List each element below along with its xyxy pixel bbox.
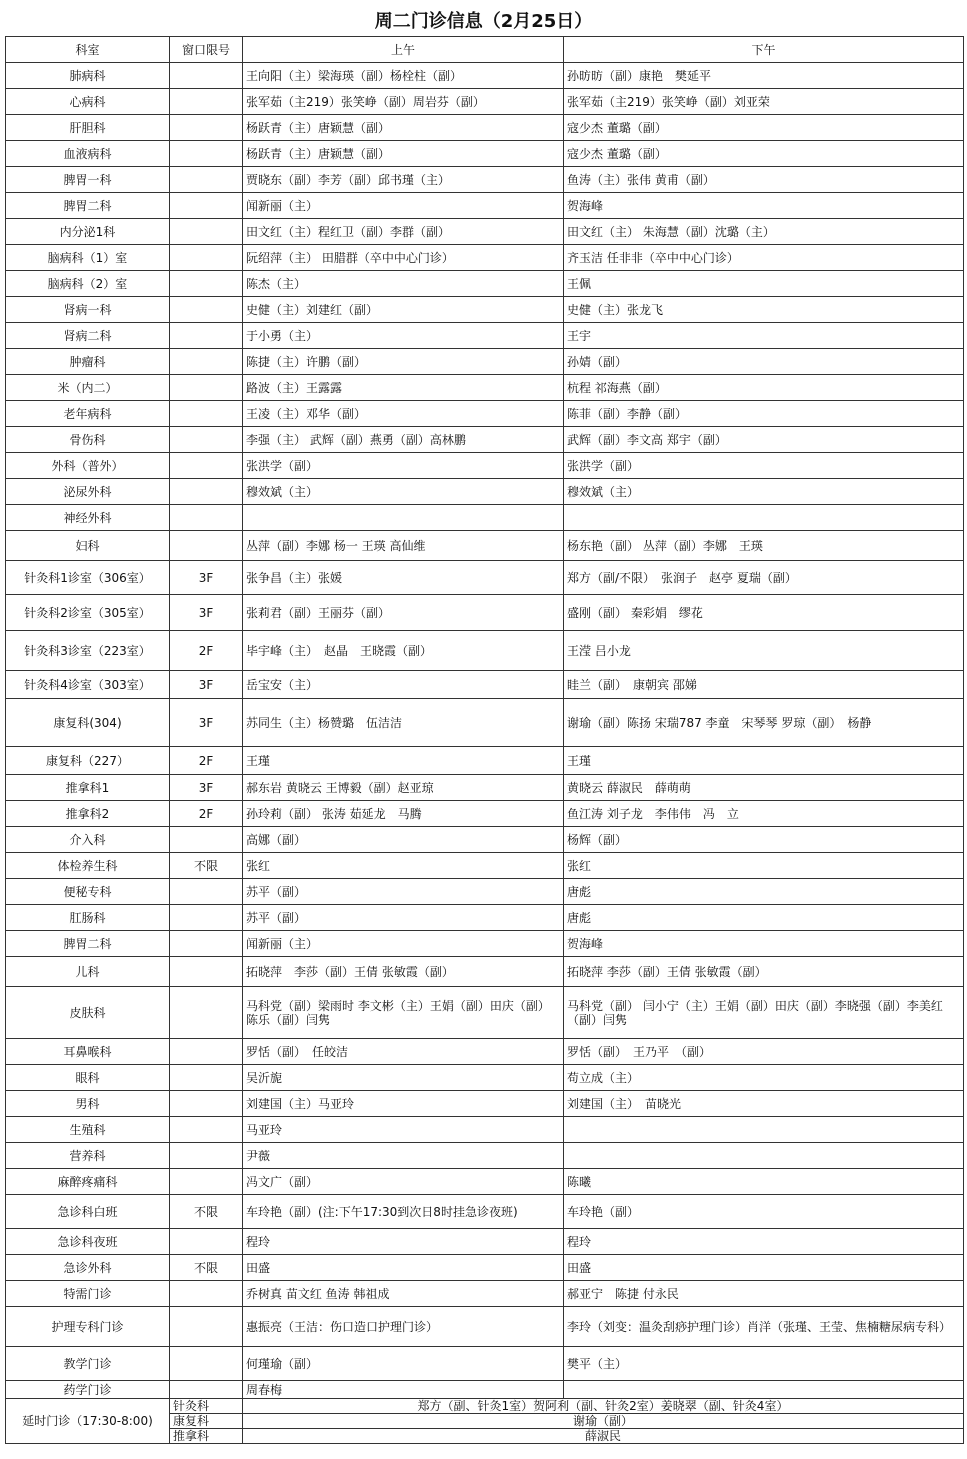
pm-cell: 程玲 [564, 1229, 964, 1255]
table-row [6, 1091, 964, 1117]
table-row [6, 219, 964, 245]
pm-cell: 苟立成（主） [564, 1065, 964, 1091]
pm-cell: 鱼江涛 刘子龙 李伟伟 冯 立 [564, 801, 964, 827]
dept-cell: 肾病一科 [6, 297, 170, 323]
pm-cell: 杭程 祁海燕（副） [564, 375, 964, 401]
pm-cell: 杨辉（副） [564, 827, 964, 853]
window-cell [170, 297, 243, 323]
window-cell [170, 531, 243, 561]
pm-cell: 陈菲（副）李静（副） [564, 401, 964, 427]
top-crop-strip [0, 0, 967, 6]
table-row [6, 1039, 964, 1065]
window-cell [170, 905, 243, 931]
am-cell: 周春梅 [243, 1381, 564, 1399]
window-cell [170, 505, 243, 531]
extended-sub-dept: 针灸科 [170, 1399, 243, 1414]
window-cell: 2F [170, 747, 243, 775]
am-cell: 闻新丽（主） [243, 193, 564, 219]
am-cell: 于小勇（主） [243, 323, 564, 349]
window-cell [170, 271, 243, 297]
am-cell: 陈杰（主） [243, 271, 564, 297]
window-cell [170, 453, 243, 479]
page-title: 周二门诊信息（2月25日） [374, 11, 593, 32]
table-row [6, 1169, 964, 1195]
dept-cell: 眼科 [6, 1065, 170, 1091]
window-cell [170, 63, 243, 89]
table-row [6, 1229, 964, 1255]
dept-cell: 急诊科夜班 [6, 1229, 170, 1255]
pm-cell: 鱼涛（主）张伟 黄甫（副） [564, 167, 964, 193]
am-cell: 李强（主） 武辉（副）燕勇（副）高林鹏 [243, 427, 564, 453]
dept-cell: 皮肤科 [6, 987, 170, 1039]
dept-cell: 脾胃二科 [6, 193, 170, 219]
dept-cell: 男科 [6, 1091, 170, 1117]
pm-cell: 田文红（主） 朱海慧（副）沈璐（主） [564, 219, 964, 245]
table-row [6, 349, 964, 375]
pm-cell: 王滢 吕小龙 [564, 631, 964, 671]
window-cell [170, 879, 243, 905]
pm-cell: 马科党（副） 闫小宁（主）王娟（副）田庆（副）李晓强（副）李美红（副）闫隽 [564, 987, 964, 1039]
pm-cell: 郑方（副/不限） 张润子 赵亭 夏瑞（副） [564, 561, 964, 595]
window-cell [170, 1281, 243, 1307]
window-cell [170, 219, 243, 245]
dept-cell: 肿瘤科 [6, 349, 170, 375]
pm-cell: 樊平（主） [564, 1347, 964, 1381]
table-row [6, 193, 964, 219]
dept-cell: 康复科（227） [6, 747, 170, 775]
pm-cell: 穆效斌（主） [564, 479, 964, 505]
table-row [6, 1065, 964, 1091]
window-cell [170, 1065, 243, 1091]
dept-cell: 康复科(304) [6, 699, 170, 747]
am-cell: 刘建国（主）马亚玲 [243, 1091, 564, 1117]
pm-cell: 寇少杰 董璐（副） [564, 115, 964, 141]
table-row [6, 531, 964, 561]
window-cell: 3F [170, 671, 243, 699]
dept-cell: 推拿科2 [6, 801, 170, 827]
am-cell: 王瑾 [243, 747, 564, 775]
pm-cell: 罗恬（副） 王乃平 （副） [564, 1039, 964, 1065]
dept-cell: 教学门诊 [6, 1347, 170, 1381]
am-cell: 张军茹（主219）张笑峥（副）周岩芬（副） [243, 89, 564, 115]
am-cell: 王向阳（主）梁海瑛（副）杨栓柱（副） [243, 63, 564, 89]
pm-cell: 刘建国（主） 苗晓光 [564, 1091, 964, 1117]
am-cell: 张红 [243, 853, 564, 879]
am-cell: 阮绍萍（主） 田腊群（卒中中心门诊） [243, 245, 564, 271]
dept-cell: 介入科 [6, 827, 170, 853]
am-cell: 田文红（主）程红卫（副）李群（副） [243, 219, 564, 245]
am-cell: 闻新丽（主） [243, 931, 564, 957]
am-cell: 路波（主）王露露 [243, 375, 564, 401]
dept-cell: 肺病科 [6, 63, 170, 89]
window-cell: 不限 [170, 1195, 243, 1229]
pm-cell [564, 1117, 964, 1143]
dept-cell: 药学门诊 [6, 1381, 170, 1399]
table-row [6, 63, 964, 89]
window-cell [170, 167, 243, 193]
window-cell [170, 1229, 243, 1255]
table-row [6, 453, 964, 479]
window-cell [170, 89, 243, 115]
window-cell [170, 1307, 243, 1347]
extended-sub-dept: 康复科 [170, 1414, 243, 1429]
table-row [6, 905, 964, 931]
dept-cell: 麻醉疼痛科 [6, 1169, 170, 1195]
am-cell: 穆效斌（主） [243, 479, 564, 505]
am-cell: 史健（主）刘建红（副） [243, 297, 564, 323]
table-row [6, 297, 964, 323]
am-cell: 张莉君（副）王丽芬（副） [243, 595, 564, 631]
dept-cell: 针灸科3诊室（223室） [6, 631, 170, 671]
dept-cell: 肛肠科 [6, 905, 170, 931]
pm-cell: 寇少杰 董璐（副） [564, 141, 964, 167]
header-pm: 下午 [564, 37, 964, 63]
dept-cell: 体检养生科 [6, 853, 170, 879]
window-cell [170, 1091, 243, 1117]
dept-cell: 骨伤科 [6, 427, 170, 453]
window-cell [170, 1143, 243, 1169]
pm-cell: 盛刚（副） 秦彩娟 缪花 [564, 595, 964, 631]
window-cell [170, 1347, 243, 1381]
am-cell: 拓晓萍 李莎（副）王倩 张敏霞（副） [243, 957, 564, 987]
dept-cell: 泌尿外科 [6, 479, 170, 505]
pm-cell: 贺海峰 [564, 931, 964, 957]
pm-cell: 王佩 [564, 271, 964, 297]
pm-cell: 孙婧（副） [564, 349, 964, 375]
pm-cell: 黄晓云 薛淑民 薛萌萌 [564, 775, 964, 801]
dept-cell: 便秘专科 [6, 879, 170, 905]
am-cell: 程玲 [243, 1229, 564, 1255]
header-row [6, 37, 964, 63]
window-cell: 3F [170, 561, 243, 595]
table-row [6, 1381, 964, 1399]
am-cell: 杨跃青（主）唐颖慧（副） [243, 115, 564, 141]
table-row [6, 1143, 964, 1169]
dept-cell: 神经外科 [6, 505, 170, 531]
dept-cell: 妇科 [6, 531, 170, 561]
dept-cell: 儿科 [6, 957, 170, 987]
am-cell: 高娜（副） [243, 827, 564, 853]
pm-cell: 李玲（刘变：温灸刮痧护理门诊）肖洋（张瑾、王莹、焦楠糖尿病专科） [564, 1307, 964, 1347]
table-row [6, 987, 964, 1039]
am-cell: 岳宝安（主） [243, 671, 564, 699]
am-cell: 田盛 [243, 1255, 564, 1281]
am-cell: 尹薇 [243, 1143, 564, 1169]
am-cell: 陈捷（主）许鹏（副） [243, 349, 564, 375]
pm-cell: 张洪学（副） [564, 453, 964, 479]
table-row [6, 245, 964, 271]
extended-row [6, 1399, 964, 1414]
dept-cell: 米（内二） [6, 375, 170, 401]
schedule-table [5, 36, 964, 1444]
window-cell [170, 141, 243, 167]
dept-cell: 特需门诊 [6, 1281, 170, 1307]
pm-cell: 王瑾 [564, 747, 964, 775]
dept-cell: 急诊科白班 [6, 1195, 170, 1229]
window-cell [170, 1169, 243, 1195]
am-cell: 张争昌（主）张媛 [243, 561, 564, 595]
am-cell: 苏平（副） [243, 905, 564, 931]
pm-cell [564, 505, 964, 531]
am-cell: 丛萍（副）李娜 杨一 王瑛 高仙维 [243, 531, 564, 561]
pm-cell: 郝亚宁 陈捷 付永民 [564, 1281, 964, 1307]
table-row [6, 141, 964, 167]
window-cell [170, 115, 243, 141]
am-cell: 惠振亮（王洁：伤口造口护理门诊） [243, 1307, 564, 1347]
dept-cell: 脑病科（2）室 [6, 271, 170, 297]
table-row [6, 801, 964, 827]
pm-cell: 谢瑜（副）陈扬 宋瑞787 李童 宋琴琴 罗琼（副） 杨静 [564, 699, 964, 747]
extended-sub-dept: 推拿科 [170, 1429, 243, 1444]
window-cell: 2F [170, 631, 243, 671]
dept-cell: 护理专科门诊 [6, 1307, 170, 1347]
am-cell [243, 505, 564, 531]
am-cell: 何瑾瑜（副） [243, 1347, 564, 1381]
am-cell: 贾晓东（副）李芳（副）邱书瑾（主） [243, 167, 564, 193]
table-row [6, 323, 964, 349]
pm-cell [564, 1143, 964, 1169]
pm-cell: 眭兰（副） 康朝宾 邵娣 [564, 671, 964, 699]
table-row [6, 747, 964, 775]
table-row [6, 957, 964, 987]
table-row [6, 699, 964, 747]
am-cell: 车玲艳（副）(注:下午17:30到次日8时挂急诊夜班) [243, 1195, 564, 1229]
table-row [6, 1307, 964, 1347]
am-cell: 张洪学（副） [243, 453, 564, 479]
table-row [6, 931, 964, 957]
am-cell: 罗恬（副） 任皎洁 [243, 1039, 564, 1065]
table-row [6, 167, 964, 193]
window-cell [170, 323, 243, 349]
window-cell [170, 375, 243, 401]
table-row [6, 375, 964, 401]
am-cell: 马科党（副）梁雨时 李文彬（主）王娟（副）田庆（副）陈乐（副）闫隽 [243, 987, 564, 1039]
dept-cell: 肾病二科 [6, 323, 170, 349]
table-row [6, 853, 964, 879]
am-cell: 毕宇峰（主） 赵晶 王晓霞（副） [243, 631, 564, 671]
dept-cell: 推拿科1 [6, 775, 170, 801]
window-cell: 不限 [170, 853, 243, 879]
window-cell [170, 427, 243, 453]
pm-cell: 武辉（副）李文高 郑宇（副） [564, 427, 964, 453]
pm-cell: 唐彪 [564, 879, 964, 905]
table-row [6, 631, 964, 671]
dept-cell: 老年病科 [6, 401, 170, 427]
dept-cell: 肝胆科 [6, 115, 170, 141]
window-cell: 2F [170, 801, 243, 827]
pm-cell: 唐彪 [564, 905, 964, 931]
window-cell: 不限 [170, 1255, 243, 1281]
table-row [6, 1281, 964, 1307]
am-cell: 苏平（副） [243, 879, 564, 905]
window-cell [170, 827, 243, 853]
table-row [6, 775, 964, 801]
table-row [6, 427, 964, 453]
table-row [6, 1195, 964, 1229]
window-cell: 3F [170, 775, 243, 801]
dept-cell: 急诊外科 [6, 1255, 170, 1281]
pm-cell: 车玲艳（副） [564, 1195, 964, 1229]
window-cell [170, 245, 243, 271]
pm-cell: 张红 [564, 853, 964, 879]
table-row [6, 89, 964, 115]
dept-cell: 心病科 [6, 89, 170, 115]
am-cell: 苏同生（主）杨赞璐 伍洁洁 [243, 699, 564, 747]
extended-value: 谢瑜（副） [243, 1414, 964, 1429]
table-row [6, 595, 964, 631]
window-cell [170, 1117, 243, 1143]
dept-cell: 针灸科2诊室（305室） [6, 595, 170, 631]
table-row [6, 505, 964, 531]
pm-cell: 贺海峰 [564, 193, 964, 219]
pm-cell: 田盛 [564, 1255, 964, 1281]
window-cell [170, 401, 243, 427]
dept-cell: 外科（普外） [6, 453, 170, 479]
window-cell [170, 1039, 243, 1065]
am-cell: 杨跃青（主）唐颖慧（副） [243, 141, 564, 167]
table-row [6, 671, 964, 699]
header-window: 窗口限号 [170, 37, 243, 63]
dept-cell: 营养科 [6, 1143, 170, 1169]
table-row [6, 271, 964, 297]
table-row [6, 1117, 964, 1143]
extended-value: 郑方（副、针灸1室）贺阿利（副、针灸2室）姜晓翠（副、针灸4室） [243, 1399, 964, 1414]
window-cell [170, 193, 243, 219]
window-cell [170, 1381, 243, 1399]
table-row [6, 401, 964, 427]
window-cell [170, 987, 243, 1039]
window-cell [170, 479, 243, 505]
table-row [6, 879, 964, 905]
header-dept: 科室 [6, 37, 170, 63]
table-row [6, 479, 964, 505]
extended-label: 延时门诊（17:30-8:00) [6, 1399, 170, 1444]
pm-cell: 王宇 [564, 323, 964, 349]
window-cell [170, 931, 243, 957]
pm-cell: 陈曦 [564, 1169, 964, 1195]
am-cell: 马亚玲 [243, 1117, 564, 1143]
am-cell: 王凌（主）邓华（副） [243, 401, 564, 427]
am-cell: 冯文广（副） [243, 1169, 564, 1195]
pm-cell: 杨东艳（副） 丛萍（副）李娜 王瑛 [564, 531, 964, 561]
header-am: 上午 [243, 37, 564, 63]
pm-cell: 张军茹（主219）张笑峥（副）刘亚荣 [564, 89, 964, 115]
pm-cell: 史健（主）张龙飞 [564, 297, 964, 323]
dept-cell: 针灸科1诊室（306室） [6, 561, 170, 595]
pm-cell [564, 1381, 964, 1399]
dept-cell: 脾胃二科 [6, 931, 170, 957]
dept-cell: 脾胃一科 [6, 167, 170, 193]
am-cell: 乔树真 苗文红 鱼涛 韩祖成 [243, 1281, 564, 1307]
extended-value: 薛淑民 [243, 1429, 964, 1444]
dept-cell: 耳鼻喉科 [6, 1039, 170, 1065]
table-row [6, 1347, 964, 1381]
table-row [6, 561, 964, 595]
am-cell: 孙玲莉（副） 张涛 茹延龙 马腾 [243, 801, 564, 827]
dept-cell: 脑病科（1）室 [6, 245, 170, 271]
pm-cell: 拓晓萍 李莎（副）王倩 张敏霞（副） [564, 957, 964, 987]
pm-cell: 孙昉昉（副）康艳 樊延平 [564, 63, 964, 89]
table-row [6, 115, 964, 141]
table-row [6, 1255, 964, 1281]
dept-cell: 生殖科 [6, 1117, 170, 1143]
dept-cell: 血液病科 [6, 141, 170, 167]
dept-cell: 针灸科4诊室（303室） [6, 671, 170, 699]
pm-cell: 齐玉洁 任非非（卒中中心门诊） [564, 245, 964, 271]
window-cell [170, 349, 243, 375]
am-cell: 吴沂旎 [243, 1065, 564, 1091]
am-cell: 郝东岩 黄晓云 王博毅（副）赵亚琼 [243, 775, 564, 801]
window-cell: 3F [170, 699, 243, 747]
table-row [6, 827, 964, 853]
window-cell: 3F [170, 595, 243, 631]
window-cell [170, 957, 243, 987]
dept-cell: 内分泌1科 [6, 219, 170, 245]
